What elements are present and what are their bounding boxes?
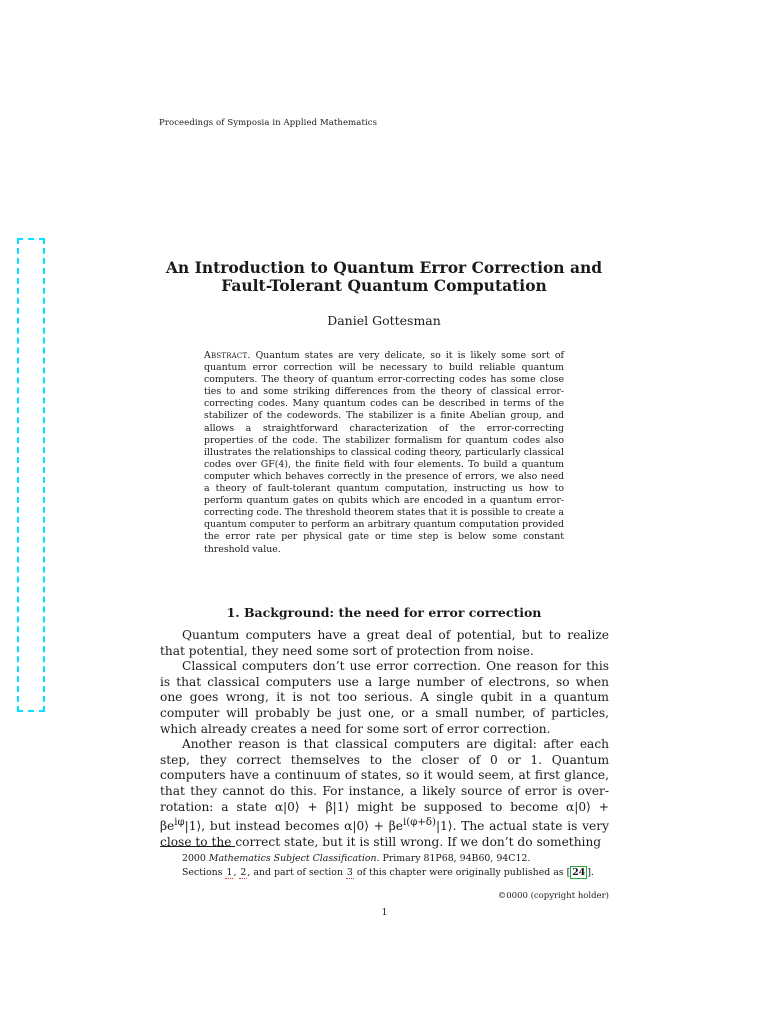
sections-prefix: Sections [182, 866, 226, 878]
paragraph-3-mid1: might be supposed to become [349, 799, 567, 814]
footnotes [160, 852, 609, 879]
paragraph-3-start: Another reason is that classical computers are digital: after each step, they correct themselves to the closer of 0 or 1. Quantum computers have a continuum of states, so it would seem, at first glance, that they cannot do this. For instance, a likely source of error is over-rotation: a state [160, 737, 609, 814]
copyright-notice: ©0000 (copyright holder) [497, 891, 609, 901]
math-rotated-state-exp: iφ [174, 817, 185, 829]
paragraph-3-mid2: , but instead becomes [201, 819, 345, 834]
comma: , [233, 866, 240, 878]
abstract-text: Quantum states are very delicate, so it is likely some sort of quantum error correction will be necessary to build reliable quantum computers. The theory of quantum error-correcting codes has some close ties to and some striking differences from the theory of classical error-correcting codes. Many quantum codes can be described in terms of the stabilizer of the codewords. The stabilizer is a finite Abelian group, and allows a straightforward characterization of the error-correcting properties of the code. The stabilizer formalism for quantum codes also illustrates the relationships to classical coding theory, particularly classical codes over GF(4), the finite field with four elements. To build a quantum computer which behaves correctly in the presence of errors, we also need a theory of fault-tolerant quantum computation, instructing us how to perform quantum gates on qubits which are encoded in a quantum error-correcting code. The threshold theorem states that it is possible to create a quantum computer to perform an arbitrary quantum computation provided the error rate per physical gate or time step is below some constant threshold value. [204, 350, 565, 555]
section-1-link[interactable]: 1 [226, 866, 233, 878]
page-number: 1 [381, 908, 388, 918]
sections-end: ]. [587, 866, 594, 878]
abstract-label: Abstract. [204, 350, 251, 361]
math-over-rotated-exp: i(φ+δ) [403, 817, 436, 829]
paragraph-3-end: . The actual state is very close to the correct state, but it is still wrong. If we don’t do something [160, 819, 609, 849]
sections-mid: , and part of section [247, 866, 346, 878]
math-over-rotated-end: |1⟩ [435, 819, 453, 834]
paragraph-3 [160, 737, 609, 850]
math-rotated-state-end: |1⟩ [184, 819, 202, 834]
msc-label: Mathematics Subject Classification. [208, 853, 380, 864]
paragraph-2: Classical computers don’t use error correction. One reason for this is that classical computers use a large number of electrons, so when one goes wrong, it is not too serious. A single qubit in a quantum computer will probably be just one, or a small number, of particles, which already creates a need for some sort of error correction. [160, 659, 609, 736]
math-over-rotated-base: α|0⟩ + βe [344, 819, 404, 834]
math-rotated-state-base: α|0⟩ + βe [160, 799, 609, 834]
section-2-link[interactable]: 2 [240, 866, 247, 878]
title-line-1: An Introduction to Quantum Error Correction and [165, 258, 603, 277]
sections-suffix: of this chapter were originally published as [ [353, 866, 571, 878]
paragraph-1: Quantum computers have a great deal of potential, but to realize that potential, they need some sort of protection from noise. [160, 628, 609, 658]
abstract [204, 350, 564, 556]
msc-year: 2000 [182, 853, 209, 864]
section-heading: 1. Background: the need for error correction [226, 605, 542, 620]
title-line-2: Fault-Tolerant Quantum Computation [221, 276, 547, 295]
citation-24-link[interactable]: 24 [572, 866, 586, 878]
section-body [160, 628, 609, 850]
footnote-rule [160, 846, 235, 847]
math-state: α|0⟩ + β|1⟩ [274, 799, 350, 814]
running-head: Proceedings of Symposia in Applied Mathematics [159, 118, 378, 128]
paper-title [160, 259, 608, 295]
margin-stamp-box [17, 238, 45, 712]
footnote-msc [160, 852, 609, 866]
author-name: Daniel Gottesman [327, 313, 441, 328]
math-over-rotated-state [344, 819, 452, 833]
msc-codes: Primary 81P68, 94B60, 94C12. [379, 853, 531, 864]
footnote-publication [160, 866, 609, 880]
section-3-link[interactable]: 3 [346, 866, 353, 878]
